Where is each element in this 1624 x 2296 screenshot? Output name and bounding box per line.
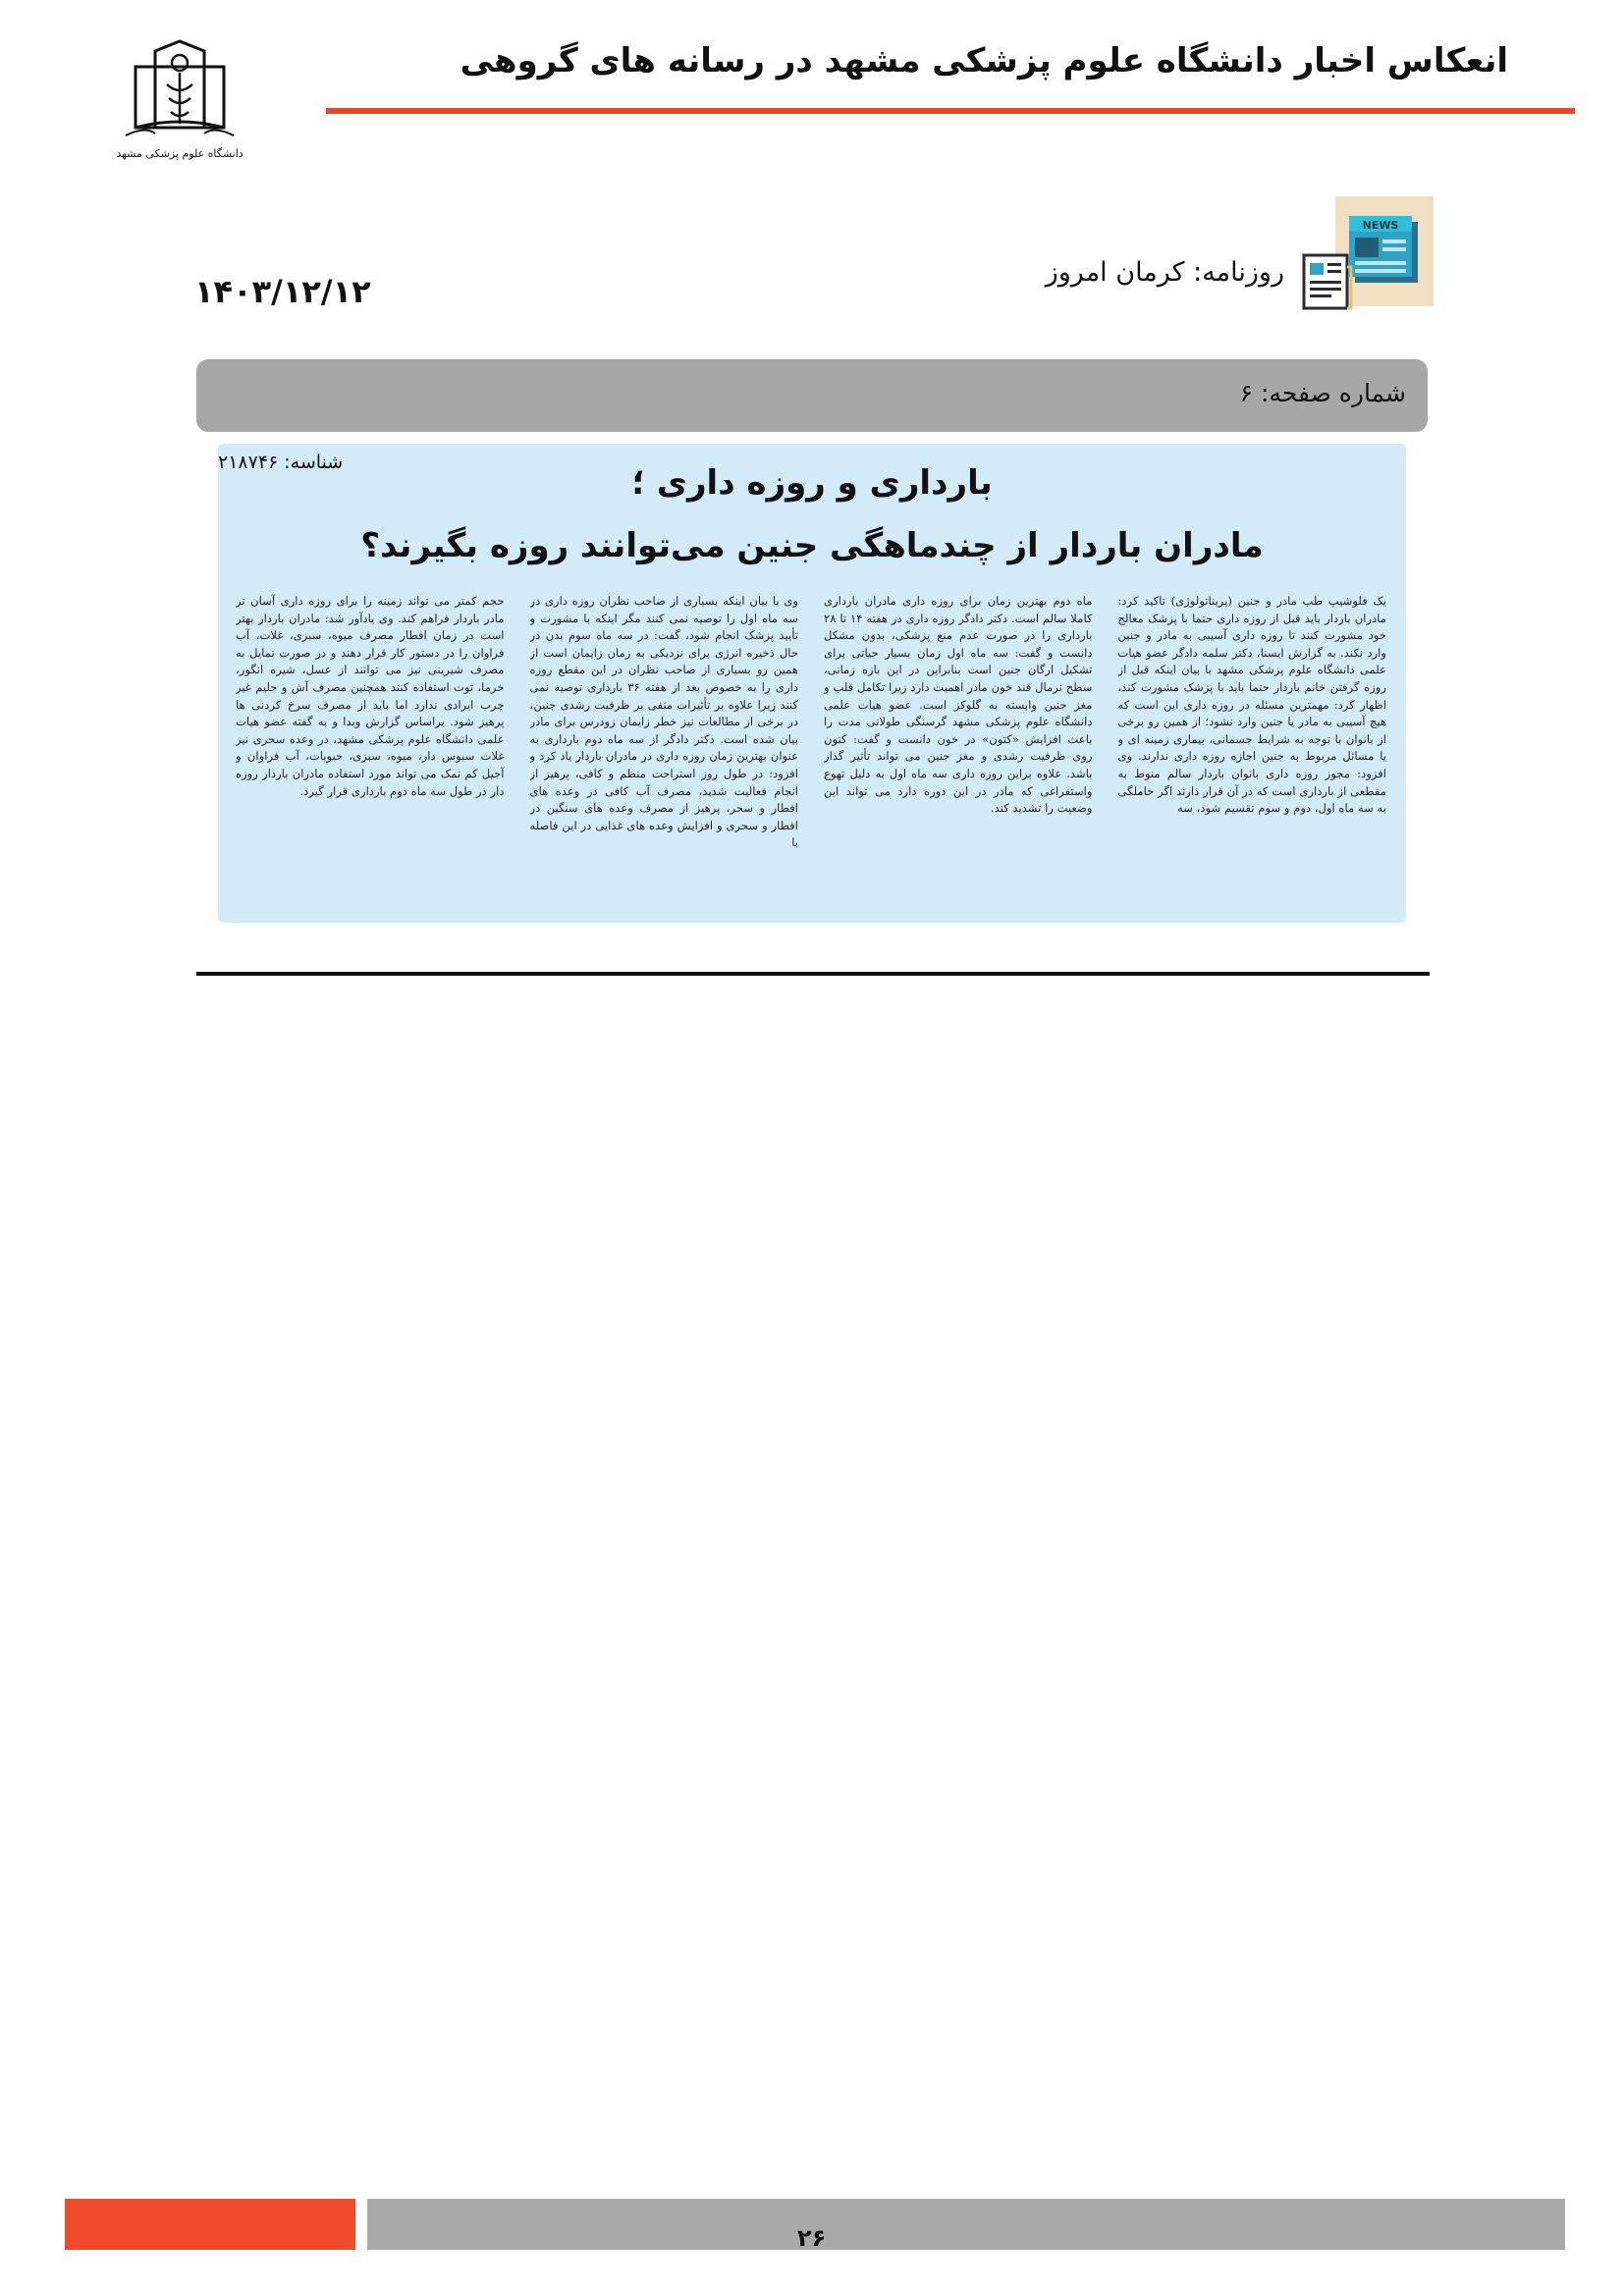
article-column-4: حجم کمتر می تواند زمینه را برای روزه داری آسان تر مادر باردار فراهم کند. وی یادآور شد: مادران باردار بهتر است در زمان افطار مصرف میوه، سبزی، غلات، آب فراوان را در دستور کار قرار دهند و در صورت تمایل به مصرف شیرینی نیز می توانند از عسل، شیره انگور، خرما، توت استفاده کنند همچنین مصرف آش و حلیم غیر چرب ایرادی ندارد اما باید از مصرف سرخ کردنی ها پرهیز شود. براساس گزارش وبدا و به گفته عضو هیات علمی دانشگاه علوم پزشکی مشهد، در وعده سحری نیز غلات سبوس دار، میوه، سبزی، حبوبات، آب فراوان و آجیل کم نمک می تواند مورد استفاده مادران باردار روزه دار در طول سه ماه دوم بارداری قرار گیرد. <box>236 594 505 798</box>
university-logo-icon <box>116 37 244 165</box>
article-columns <box>236 593 1386 911</box>
footer-accent-block <box>65 2199 355 2250</box>
article-clipping <box>218 444 1406 923</box>
newspaper-name: روزنامه: کرمان امروز <box>1045 257 1284 288</box>
article-id: شناسه: ۲۱۸۷۴۶ <box>218 452 344 473</box>
article-subtitle: مادران باردار از چندماهگی جنین می‌توانند روزه بگیرند؟ <box>360 526 1264 565</box>
article-column-2: ماه دوم بهترین زمان برای روزه داری مادران بارداری کاملا سالم است. دکتر دادگر روزه داری در هفته ۱۴ تا ۲۸ بارداری را در صورت عدم منع پزشکی، بدون مشکل دانست و گفت: سه ماه اول زمان بسیار حیاتی برای تشکیل ارگان جنین است بنابراین در این بازه زمانی، سطح نرمال قند خون مادر اهمیت دارد زیرا تکامل قلب و مغز جنین وابسته به گلوکز است. عضو هیات علمی دانشگاه علوم پزشکی مشهد گرسنگی طولانی مدت را باعث افزایش «کتون» در خون دانست و گفت: کتون روی ظرفیت رشدی و مغز جنین می تواند تأثیر گذار باشد. علاوه براین روزه داری سه ماه اول به دلیل تهوع واستفراغی که مادر در این دوره دارد می تواند این وضعیت را تشدید کند. <box>824 594 1093 816</box>
footer-bar <box>367 2199 1565 2250</box>
university-logo-emblem <box>126 41 234 135</box>
publication-date: ۱۴۰۳/۱۲/۱۲ <box>194 273 371 310</box>
article-title: بارداری و روزه داری ؛ <box>631 463 993 503</box>
article-column-1: یک فلوشیپ طب مادر و جنین (پریناتولوژی) تاکید کرد: مادران باردار باید قبل از روزه داری حتما با پزشک معالج خود مشورت کنند تا روزه داری آسیبی به مادر و جنین وارد نکند. به گزارش ایسنا، دکتر سلمه دادگر عضو هیات علمی دانشگاه علوم پزشکی مشهد با بیان اینکه قبل از روزه گرفتن خانم باردار حتما باید با پزشک مشورت کند، اظهار کرد: مهمترین مسئله در روزه داری این است که هیچ آسیبی به مادر یا جنین وارد نشود؛ از همین رو برخی از بانوان با توجه به شرایط جسمانی، بیماری زمینه ای و یا مسائل مربوط به جنین اجازه روزه داری ندارند. وی افزود: مجوز روزه داری بانوان باردار سالم منوط به مقطعی از بارداری است که در آن قرار دارند اگر حاملگی به سه ماه اول، دوم و سوم تقسیم شود، سه <box>1117 594 1386 816</box>
article-bottom-divider <box>196 972 1430 976</box>
footer-page-number: ۲۶ <box>797 2224 827 2252</box>
page-number-label: شماره صفحه: ۶ <box>1239 379 1406 407</box>
document-icon <box>1302 253 1353 312</box>
article-column-3: وی با بیان اینکه بسیاری از صاحب نظران روزه داری در سه ماه اول را توصیه نمی کنند مگر اینکه با مشورت و تأیید پزشک انجام شود، گفت: در سه ماه سوم بدن در حال ذخیره انرژی برای نزدیکی به زمان زایمان است از همین رو بسیاری از صاحب نظران در این مقطع روزه داری را به خصوص بعد از هفته ۳۶ بارداری توصیه نمی کنند زیرا علاوه بر تأثیرات منفی بر ظرفیت رشدی جنین، در برخی از مطالعات نیز خطر زایمان زودرس برای مادر بیان شده است. دکتر دادگر از سه ماه دوم بارداری به عنوان بهترین زمان روزه داری در مادران باردار یاد کرد و افزود: در طول روز استراحت منظم و کافی، پرهیز از انجام فعالیت شدید، مصرف آب کافی در وعده های افطار و سحر، پرهیز از مصرف وعده های سنگین در افطار و سحری و افزایش وعده های غذایی در این فاصله با <box>529 594 798 850</box>
logo-caption: دانشگاه علوم پزشکی مشهد <box>116 147 244 160</box>
page-number-bar <box>196 359 1428 432</box>
news-icon-label: NEWS <box>1362 219 1399 232</box>
header-divider <box>326 108 1575 114</box>
header-title: انعکاس اخبار دانشگاه علوم پزشکی مشهد در رسانه های گروهی <box>460 41 1508 80</box>
